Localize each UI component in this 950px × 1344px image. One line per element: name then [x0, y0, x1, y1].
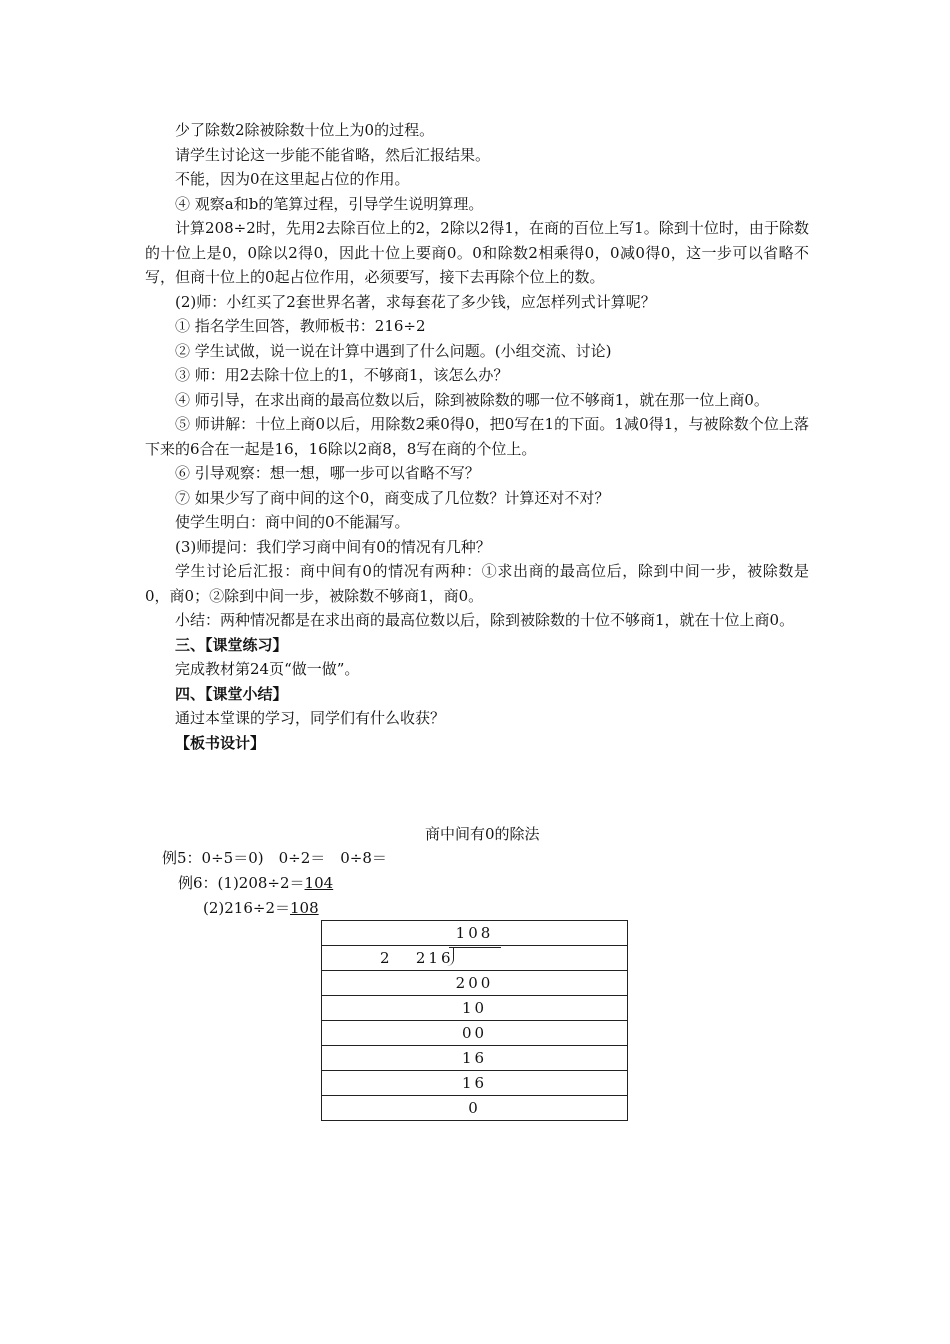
- example-6-line-1: [178, 871, 333, 895]
- paragraph: (3)师提问：我们学习商中间有0的情况有几种？: [175, 537, 491, 556]
- paragraph: ⑦ 如果少写了商中间的这个0，商变成了几位数？计算还对不对？: [175, 488, 610, 507]
- long-division-table: [321, 920, 628, 1121]
- paragraph: ③ 师：用2去除十位上的1，不够商1，该怎么办？: [175, 366, 509, 384]
- paragraph: ④ 观察a和b的笔算过程，引导学生说明算理。: [175, 194, 484, 213]
- example-5-line: 例5：0÷5＝0) 0÷2＝ 0÷8＝: [162, 849, 387, 867]
- step-cell: 200: [322, 971, 628, 996]
- table-row: [322, 1096, 628, 1121]
- paragraph: ⑤ 师讲解：十位上商0以后，用除数2乘0得0，把0写在1的下面。1减0得1，与被除数个位上落下来的6合在一起是16，16除以2商8，8写在商的个位上。: [145, 415, 809, 458]
- paragraph: ⑥ 引导观察：想一想，哪一步可以省略不写？: [175, 464, 480, 482]
- example-6b-answer: 108: [290, 899, 319, 917]
- step-cell: 16: [322, 1071, 628, 1096]
- paragraph: 请学生讨论这一步能不能省略，然后汇报结果。: [175, 145, 491, 164]
- paragraph: (2)师：小红买了2套世界名著，求每套花了多少钱，应怎样列式计算呢？: [175, 292, 656, 311]
- paragraph: 小结：两种情况都是在求出商的最高位数以后，除到被除数的十位不够商1，就在十位上商0。: [175, 611, 795, 629]
- table-row: [322, 921, 628, 946]
- example-6b-prefix: (2)216÷2＝: [203, 899, 290, 917]
- paragraph: ② 学生试做，说一说在计算中遇到了什么问题。(小组交流、讨论): [175, 341, 612, 360]
- table-row: [322, 971, 628, 996]
- section-heading: 三、【课堂练习】: [175, 635, 288, 654]
- table-row: [322, 946, 628, 971]
- quotient-cell: 108: [322, 921, 628, 946]
- paragraph: 使学生明白：商中间的0不能漏写。: [175, 513, 410, 531]
- paragraph: 完成教材第24页“做一做”。: [175, 660, 360, 678]
- table-row: [322, 996, 628, 1021]
- dividend: 216: [415, 949, 454, 967]
- paragraph: 少了除数2除被除数十位上为0的过程。: [175, 121, 435, 139]
- paragraph: 计算208÷2时，先用2去除百位上的2，2除以2得1，在商的百位上写1。除到十位时，由于除数的十位上是0，0除以2得0，因此十位上要商0。0和除数2相乘得0，0减0得0，这一步可以省略不写，但商十位上的0起占位作用，必须要写，接下去再除个位上的数。: [145, 219, 809, 286]
- paragraph: ④ 师引导，在求出商的最高位数以后，除到被除数的哪一位不够商1，就在那一位上商0。: [175, 390, 769, 409]
- example-6-prefix: 例6：(1)208÷2＝: [178, 874, 305, 892]
- table-row: [322, 1071, 628, 1096]
- step-cell: 00: [322, 1021, 628, 1046]
- table-row: [322, 1021, 628, 1046]
- step-cell: 16: [322, 1046, 628, 1071]
- example-6-line-2: [203, 896, 319, 920]
- paragraph: ① 指名学生回答，教师板书：216÷2: [175, 317, 426, 335]
- document-body: [145, 118, 809, 755]
- table-row: [322, 1046, 628, 1071]
- paragraph: 学生讨论后汇报：商中间有0的情况有两种：①求出商的最高位后，除到中间一步，被除数是0，商0；②除到中间一步，被除数不够商1，商0。: [145, 562, 809, 605]
- section-heading: 四、【课堂小结】: [175, 684, 288, 703]
- step-cell: 10: [322, 996, 628, 1021]
- division-bracket-icon: [449, 947, 501, 967]
- example-6-answer: 104: [304, 874, 334, 892]
- paragraph: 通过本堂课的学习，同学们有什么收获？: [175, 709, 446, 727]
- step-cell: 0: [322, 1096, 628, 1121]
- section-heading: 【板书设计】: [175, 733, 266, 752]
- divisor-dividend-cell: [322, 946, 628, 971]
- board-title: 商中间有0的除法: [425, 825, 540, 843]
- division-expression: [380, 946, 454, 970]
- paragraph: 不能，因为0在这里起占位的作用。: [175, 170, 410, 188]
- divisor: 2: [380, 949, 393, 967]
